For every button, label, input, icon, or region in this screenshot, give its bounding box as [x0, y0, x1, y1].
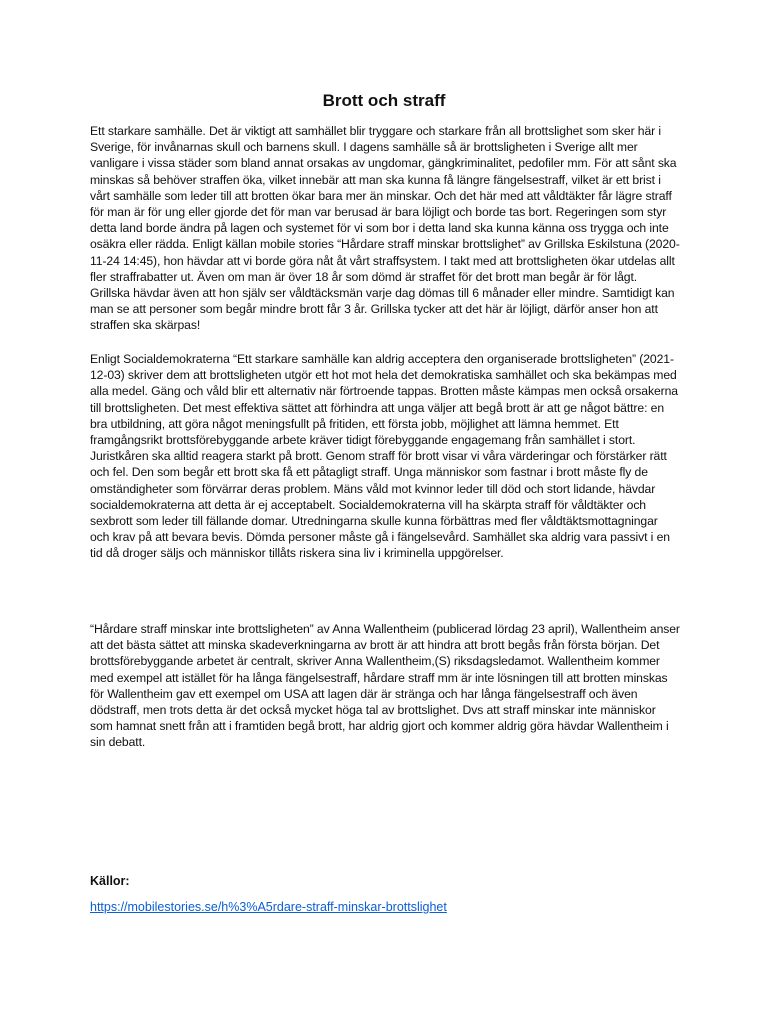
sources-label: Källor: — [90, 874, 130, 888]
document-title: Brott och straff — [322, 91, 446, 110]
paragraph-3: “Hårdare straff minskar inte brottsligheten” av Anna Wallentheim (publicerad lördag 23 april), Wallentheim anser att det bästa sättet att minska skadeverkningarna av brott är att hindra att brott begås från första början. Det brottsförebyggande arbetet är centralt, skriver Anna Wallentheim,(S) riksdagsledamot. Wallentheim kommer med exempel att istället för ha långa fängelsestraff, hårdare straff mm är inte lösningen till att brotten minskas för Wallentheim gav ett exempel om USA att lagen där är stränga och har långa fängelsestraff och även dödstraff, men trots detta är det också mycket höga tal av brottslighet. Dvs att straff minskar inte människor som hamnat snett från att i framtiden begå brott, har aldrig gjort och kommer aldrig göra hävdar Wallentheim i sin debatt. — [90, 622, 680, 750]
source-link[interactable]: https://mobilestories.se/h%3%A5rdare-straff-minskar-brottslighet — [90, 900, 447, 914]
paragraph-2: Enligt Socialdemokraterna “Ett starkare samhälle kan aldrig acceptera den organiserade brottsligheten” (2021-12-03) skriver dem att brottsligheten utgör ett hot mot hela det demokratiska samhället och ska bekämpas med alla medel. Gäng och våld blir ett alternativ när förtroende tappas. Brotten måste kämpas men också orsakerna till brottsligheten. Det mest effektiva sättet att förhindra att unga väljer att begå brott är att ge något bättre: en bra utbildning, att göra något meningsfullt på fritiden, ett första jobb, möjlighet att lämna hemmet. Ett framgångsrikt brottsförebyggande arbete kräver tidigt förebyggande engagemang från samhället i stort. Juristkåren ska alltid reagera starkt på brott. Genom straff för brott visar vi våra värderingar och förstärker rätt och fel. Den som begår ett brott ska få ett påtagligt straff. Unga människor som fastnar i brott måste fly de omständigheter som förvärrar deras problem. Mäns våld mot kvinnor leder till död och stort lidande, hävdar socialdemokraterna att detta är ej acceptabelt. Socialdemokraterna vill ha skärpta straff för våldtäkter och sexbrott som leder till fällande domar. Utredningarna skulle kunna förbättras med fler våldtäktsmottagningar och krav på att bevara bevis. Dömda personer måste gå i fängelsevård. Samhället ska aldrig vara passivt i en tid då droger säljs och människor tillåts riskera sina liv i kriminella uppgörelser. — [90, 352, 678, 561]
paragraph-1: Ett starkare samhälle. Det är viktigt att samhället blir tryggare och starkare från all brottslighet som sker här i Sverige, för invånarnas skull och barnens skull. I dagens samhälle så är brottsligheten i Sverige allt mer vanligare i vissa städer som bland annat orsakas av ungdomar, gängkriminalitet, pedofiler mm. För att sånt ska minskas så behöver straffen öka, vilket innebär att man ska kunna få längre fängelsestraff, vilket är ett brist i vårt samhälle som leder till att brotten ökar bara mer än minskar. Och det här med att våldtäkter får lägre straff för man är för ung eller gjorde det för man var berusad är bara löjligt och borde tas bort. Regeringen som styr detta land borde ändra på lagen och systemet för vi som bor i detta land ska kunna känna oss trygga och inte osäkra eller rädda. Enligt källan mobile stories “Hårdare straff minskar brottslighet” av Grillska Eskilstuna (2020-11-24 14:45), hon hävdar att vi borde göra nåt åt vårt straffsystem. I takt med att brottsligheten ökar utdelas allt fler straffrabatter ut. Även om man är över 18 år som dömd är straffet för det brott man begår är för lågt. Grillska hävdar även att hon själv ser våldtäcksmän varje dag dömas till 6 månader eller mindre. Samtidigt kan man se att personer som begår mindre brott får 3 år. Grillska tycker att det här är löjligt, därför anser hon att straffen ska skärpas! — [90, 124, 680, 333]
